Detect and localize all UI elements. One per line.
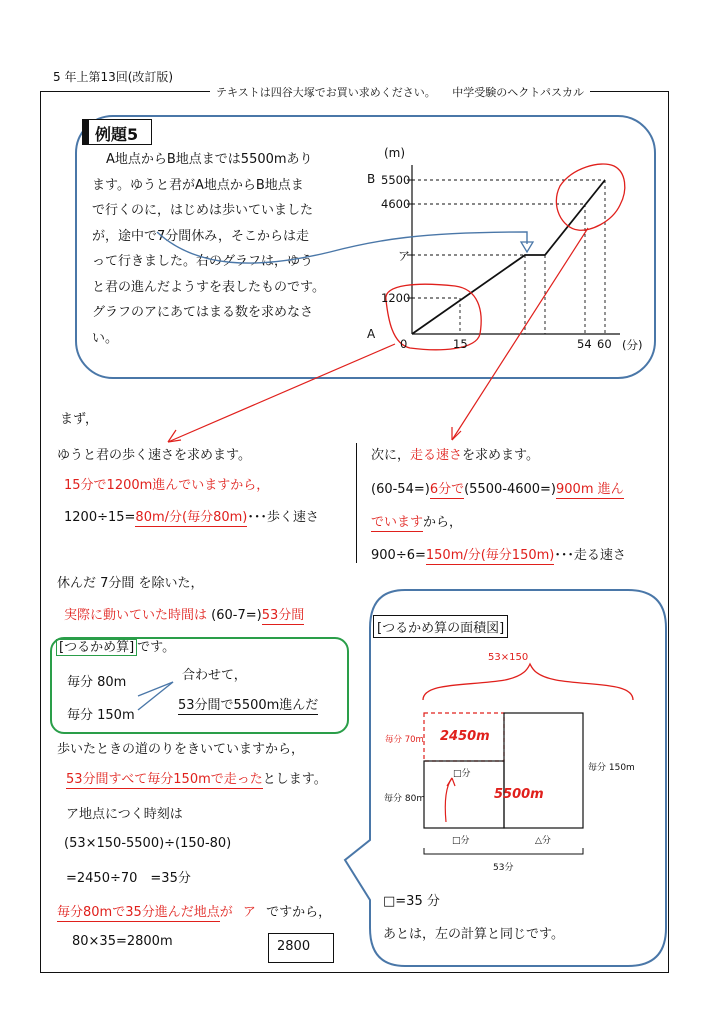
problem-line: い。 [92,330,119,346]
final-ga: が [219,905,233,920]
moving-time-calc: (60-7=) [211,608,262,623]
x-tick-0: 0 [400,337,408,351]
run-calc: 900÷6= [371,548,426,563]
y-tick-1200: 1200 [381,291,411,305]
intro-text: まず， [60,412,98,427]
x-tick-60: 60 [597,337,612,351]
tsurukame-label: [つるかめ算] [56,639,137,656]
brace-label: 53×150 [488,652,529,663]
problem-line: A地点からB地点までは5500mあり [106,152,313,167]
final-calc: 80×35=2800m [72,934,173,949]
run-speed: 150m/分(毎分150m) [425,548,555,563]
walk-heading: ゆうと君の歩く速さを求めます。 [57,448,251,463]
walk-calc: 1200÷15= [64,510,136,525]
problem-line: ます。ゆうと君がA地点からB地点ま [92,177,304,193]
calc-2: =2450÷70 =35分 [66,871,191,886]
x-tick-54: 54 [577,337,592,351]
y-tick-ア: ア [398,249,411,263]
bottom-left-label: □分 [452,836,470,846]
problem-line: グラフのアにあてはまる数を求めなさ [92,305,314,320]
distance-line: 歩いたときの道のりをきいていますから， [57,742,305,757]
diff-area-value: 2450m [440,729,490,744]
assume-tail: とします。 [262,772,327,787]
run-heading-pre: 次に， [371,448,411,463]
calc-1: (53×150-5500)÷(150-80) [64,836,232,851]
answer-value: 2800 [277,939,311,954]
problem-line: って行きました。右のグラフは，ゆう [92,254,314,269]
run-cont-tail: から， [423,515,463,530]
page-id: 5 年上第13回(改訂版) [53,70,174,84]
square-min-label: □分 [453,769,471,779]
moving-time-label: 実際に動いていた時間は [64,608,208,623]
problem-line: と君の進んだようすを表したものです。 [92,279,325,295]
run-calc1: (60-54=) [371,482,430,497]
total-area-value: 5500m [494,787,544,802]
moving-time-result: 53分間 [261,608,305,623]
area-note: あとは，左の計算と同じです。 [383,927,564,942]
run-distance: 900m 進ん [556,482,624,497]
x-tick-15: 15 [453,337,468,351]
run-heading-post: を求めます。 [462,448,539,463]
final-point: 毎分80mで35分進んだ地点 [57,905,220,920]
final-tail: ですから， [266,905,332,920]
walk-fact: 15分で1200m進んでいますから， [64,478,270,493]
label-text: 例題5 [95,125,139,144]
banner-text: テキストは四谷大塚でお買い求めください。 中学受験のヘクトパスカル [210,84,590,100]
y-tick-5500: 5500 [381,173,411,187]
walk-speed: 80m/分(毎分80m) [135,510,248,525]
assume-text: 53分間すべて毎分150mで走った [66,772,263,787]
final-a: ア [242,905,256,920]
run-heading-key: 走る速さ [410,448,463,463]
y-tick-4600: 4600 [381,197,411,211]
problem-line: が，途中で7分間休み，そこからは走 [92,228,310,244]
run-rate-label: 毎分 150m [588,763,635,773]
combined-label: 合わせて， [182,668,247,683]
rate-run: 毎分 150m [67,708,135,723]
run-calc2: (5500-4600=) [464,482,556,497]
arrive-question: ア地点につく時刻は [66,807,183,822]
combined-total: 53分間で5500m進んだ [178,694,318,715]
run-tail: ･･･走る速さ [554,548,626,563]
rate-walk: 毎分 80m [67,675,127,690]
area-result: □=35 分 [383,894,440,909]
problem-line: で行くのに，はじめは歩いていました [92,203,314,218]
x-unit: (分) [622,338,643,352]
walk-rate-label: 毎分 80m [384,794,426,804]
bottom-total-label: 53分 [493,863,514,873]
label-b: B [367,172,376,186]
tsurukame-desu: です。 [137,640,176,655]
area-title: [つるかめ算の面積図] [373,615,508,638]
label-a: A [367,327,376,341]
bottom-right-label: △分 [535,836,551,846]
rest-line: 休んだ 7分間 を除いた， [57,576,204,591]
diff-rate-label: 毎分 70m [385,735,424,745]
walk-tail: ･･･歩く速さ [247,510,319,525]
run-cont: でいます [371,515,424,530]
run-minutes: 6分で [429,482,465,497]
y-unit: (m) [384,146,406,160]
